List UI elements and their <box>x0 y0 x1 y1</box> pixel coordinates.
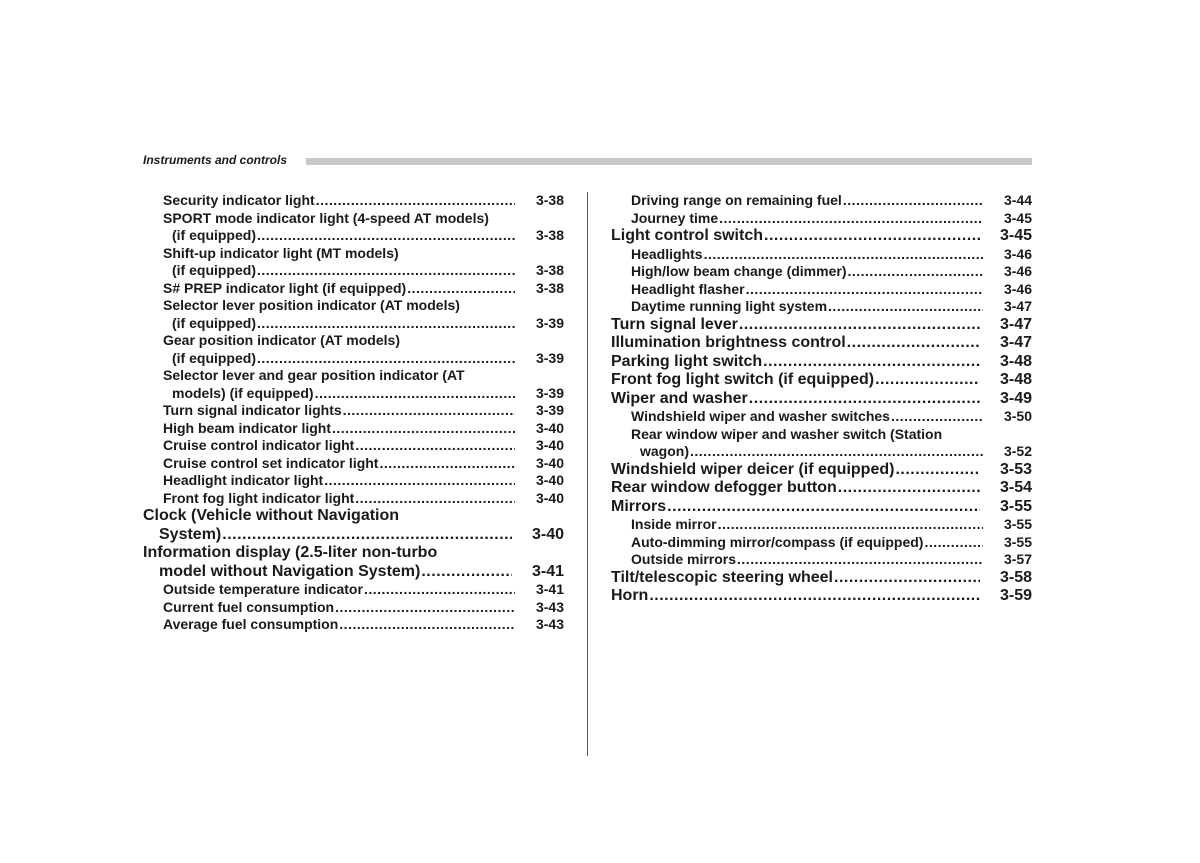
dot-leader <box>718 516 983 534</box>
toc-entry-title: Cruise control set indicator light <box>163 454 379 471</box>
toc-entry-page-number: 3-40 <box>535 489 564 506</box>
dot-leader <box>222 526 512 545</box>
toc-entry[interactable] <box>611 569 1032 588</box>
toc-entry[interactable] <box>611 192 1032 210</box>
toc-entry-title: Current fuel consumption <box>163 598 335 615</box>
toc-entry[interactable] <box>611 263 1032 281</box>
dot-leader <box>847 263 983 281</box>
toc-entry[interactable] <box>143 599 564 617</box>
dot-leader <box>364 581 515 599</box>
toc-entry-title: Inside mirror <box>631 516 717 532</box>
toc-entry[interactable] <box>611 498 1032 517</box>
toc-entry-title: System) <box>159 525 222 543</box>
dot-leader <box>749 390 980 409</box>
dot-leader <box>739 316 980 335</box>
toc-entry[interactable] <box>143 367 564 402</box>
dot-leader <box>737 551 983 569</box>
toc-entry-title: Wiper and washer <box>611 389 748 407</box>
toc-entry[interactable] <box>143 437 564 455</box>
toc-entry-title-line: SPORT mode indicator light (4-speed AT models) <box>163 209 489 226</box>
toc-entry-page-number: 3-48 <box>999 352 1032 370</box>
toc-entry-title: High/low beam change (dimmer) <box>631 263 847 279</box>
toc-entry-page-number: 3-58 <box>999 568 1032 586</box>
toc-entry[interactable] <box>611 316 1032 335</box>
section-title: Instruments and controls <box>143 153 288 167</box>
toc-entry-title: Tilt/telescopic steering wheel <box>611 568 833 586</box>
toc-entry-page-number: 3-38 <box>535 192 564 208</box>
dot-leader <box>924 534 983 552</box>
toc-entry[interactable] <box>611 426 1032 461</box>
toc-left-column <box>143 192 564 634</box>
toc-entry[interactable] <box>611 551 1032 569</box>
toc-entry-page-number: 3-39 <box>535 384 564 401</box>
toc-entry-page-number: 3-54 <box>999 479 1032 496</box>
toc-entry-page-number: 3-38 <box>535 279 564 296</box>
dot-leader <box>847 334 980 353</box>
toc-entry-title-line: Selector lever and gear position indicator (AT <box>163 367 465 383</box>
toc-entry-page-number: 3-40 <box>535 419 564 436</box>
dot-leader <box>421 563 512 582</box>
toc-entry-title-line: Information display (2.5-liter non-turbo <box>143 544 438 561</box>
toc-entry[interactable] <box>143 455 564 473</box>
toc-entry[interactable] <box>611 246 1032 264</box>
dot-leader <box>355 437 515 455</box>
toc-entry-page-number: 3-55 <box>999 497 1032 515</box>
toc-entry-page-number: 3-41 <box>531 562 564 580</box>
toc-entry-title: Cruise control indicator light <box>163 437 355 453</box>
dot-leader <box>834 569 980 588</box>
toc-entry-title: wagon) <box>640 443 689 459</box>
toc-entry-page-number: 3-47 <box>999 315 1032 333</box>
dot-leader <box>257 350 515 368</box>
toc-entry[interactable] <box>611 534 1032 552</box>
toc-entry[interactable] <box>143 544 564 581</box>
toc-entry-title-line: Rear window wiper and washer switch (Station <box>631 425 943 442</box>
toc-entry-page-number: 3-40 <box>535 437 564 453</box>
dot-leader <box>257 227 515 245</box>
dot-leader <box>257 262 515 280</box>
toc-right-column <box>611 192 1032 606</box>
toc-entry[interactable] <box>143 490 564 508</box>
dot-leader <box>324 472 515 490</box>
dot-leader <box>704 246 983 264</box>
toc-entry[interactable] <box>611 210 1032 228</box>
toc-entry-title: Average fuel consumption <box>163 616 339 632</box>
toc-entry[interactable] <box>143 472 564 490</box>
toc-entry-title: Windshield wiper deicer (if equipped) <box>611 460 895 478</box>
toc-entry-page-number: 3-38 <box>535 227 564 243</box>
dot-leader <box>875 371 980 390</box>
toc-entry-title: Journey time <box>631 209 719 226</box>
dot-leader <box>843 192 983 210</box>
toc-entry-page-number: 3-45 <box>999 227 1032 244</box>
toc-entry-page-number: 3-55 <box>1003 516 1032 532</box>
dot-leader <box>257 315 515 333</box>
toc-entry-title: Parking light switch <box>611 352 763 370</box>
toc-entry-title: (if equipped) <box>172 314 256 331</box>
toc-entry-title: (if equipped) <box>172 262 256 278</box>
toc-entry[interactable] <box>143 332 564 367</box>
toc-entry-title: Auto-dimming mirror/compass (if equipped) <box>631 533 924 550</box>
toc-entry-title: Headlights <box>631 245 703 262</box>
dot-leader <box>343 402 515 420</box>
toc-entry[interactable] <box>611 516 1032 534</box>
toc-entry-page-number: 3-40 <box>535 454 564 471</box>
toc-entry-title: Light control switch <box>611 227 763 244</box>
toc-entry[interactable] <box>611 408 1032 426</box>
toc-entry-title: Illumination brightness control <box>611 334 846 351</box>
toc-entry-page-number: 3-55 <box>1003 533 1032 550</box>
toc-entry[interactable] <box>611 298 1032 316</box>
toc-entry-page-number: 3-52 <box>1003 443 1032 459</box>
toc-entry-page-number: 3-47 <box>999 334 1032 351</box>
toc-entry-page-number: 3-43 <box>535 598 564 615</box>
toc-entry-title: Outside temperature indicator <box>163 581 363 597</box>
dot-leader <box>339 616 515 634</box>
dot-leader <box>764 227 980 246</box>
toc-entry-page-number: 3-39 <box>535 314 564 331</box>
toc-entry-title: (if equipped) <box>172 227 256 243</box>
toc-entry-title: Turn signal lever <box>611 315 738 333</box>
toc-entry-page-number: 3-43 <box>535 616 564 632</box>
toc-entry[interactable] <box>611 371 1032 390</box>
toc-entry-title: Outside mirrors <box>631 551 737 567</box>
dot-leader <box>690 443 983 461</box>
toc-entry-page-number: 3-40 <box>535 472 564 488</box>
dot-leader <box>355 490 515 508</box>
toc-entry-page-number: 3-39 <box>535 349 564 366</box>
toc-entry-title: Horn <box>611 587 649 604</box>
toc-entry-page-number: 3-44 <box>1003 192 1032 208</box>
toc-entry[interactable] <box>143 210 564 245</box>
dot-leader <box>649 587 980 606</box>
toc-entry-page-number: 3-45 <box>1003 209 1032 226</box>
dot-leader <box>895 461 980 480</box>
toc-entry-title: Headlight flasher <box>631 280 745 297</box>
dot-leader <box>407 280 515 298</box>
dot-leader <box>332 420 515 438</box>
dot-leader <box>335 599 515 617</box>
toc-entry-title: Security indicator light <box>163 192 315 208</box>
toc-entry-title: High beam indicator light <box>163 419 332 436</box>
toc-entry-title-line: Gear position indicator (AT models) <box>163 332 400 348</box>
dot-leader <box>719 210 983 228</box>
toc-entry[interactable] <box>143 616 564 634</box>
toc-entry[interactable] <box>143 402 564 420</box>
dot-leader <box>379 455 515 473</box>
toc-entry-title: Driving range on remaining fuel <box>631 192 842 208</box>
dot-leader <box>315 385 515 403</box>
toc-entry-page-number: 3-48 <box>999 371 1032 388</box>
toc-entry-page-number: 3-40 <box>531 525 564 543</box>
toc-entry[interactable] <box>143 245 564 280</box>
toc-entry-page-number: 3-41 <box>535 581 564 597</box>
dot-leader <box>891 408 983 426</box>
toc-entry-title: Front fog light switch (if equipped) <box>611 371 875 388</box>
toc-entry[interactable] <box>611 281 1032 299</box>
toc-entry-title: Rear window defogger button <box>611 479 837 496</box>
toc-entry-title: Headlight indicator light <box>163 472 324 488</box>
toc-entry[interactable] <box>611 390 1032 409</box>
toc-entry-title-line: Shift-up indicator light (MT models) <box>163 244 399 261</box>
toc-entry-page-number: 3-46 <box>1003 245 1032 262</box>
toc-entry-page-number: 3-59 <box>999 587 1032 604</box>
toc-entry[interactable] <box>611 587 1032 606</box>
toc-entry-title: Daytime running light system <box>631 298 828 314</box>
toc-entry[interactable] <box>143 581 564 599</box>
dot-leader <box>746 281 983 299</box>
toc-entry-page-number: 3-46 <box>1003 280 1032 297</box>
toc-entry-page-number: 3-50 <box>1003 408 1032 424</box>
toc-entry-title-line: Selector lever position indicator (AT models) <box>163 297 460 313</box>
toc-entry[interactable] <box>143 420 564 438</box>
dot-leader <box>763 353 980 372</box>
toc-entry-page-number: 3-47 <box>1003 298 1032 314</box>
toc-entry-title-line: Clock (Vehicle without Navigation <box>143 507 400 524</box>
toc-entry-title: (if equipped) <box>172 349 256 366</box>
dot-leader <box>667 498 980 517</box>
toc-entry[interactable] <box>143 507 564 544</box>
toc-entry[interactable] <box>611 479 1032 498</box>
toc-entry-page-number: 3-49 <box>999 389 1032 407</box>
toc-entry[interactable] <box>143 280 564 298</box>
toc-entry[interactable] <box>611 227 1032 246</box>
toc-entry[interactable] <box>611 461 1032 480</box>
dot-leader <box>838 479 980 498</box>
toc-entry[interactable] <box>611 334 1032 353</box>
toc-entry[interactable] <box>143 192 564 210</box>
toc-entry-page-number: 3-46 <box>1003 263 1032 279</box>
toc-entry-title: models) (if equipped) <box>172 384 314 401</box>
toc-entry-page-number: 3-57 <box>1003 551 1032 567</box>
toc-entry-title: Mirrors <box>611 497 667 515</box>
toc-entry-title: Front fog light indicator light <box>163 489 355 506</box>
toc-entry-page-number: 3-39 <box>535 402 564 418</box>
toc-entry-title: model without Navigation System) <box>159 562 421 580</box>
dot-leader <box>828 298 983 316</box>
toc-entry[interactable] <box>143 297 564 332</box>
toc-entry-title: S# PREP indicator light (if equipped) <box>163 279 407 296</box>
column-divider <box>587 192 588 756</box>
toc-entry[interactable] <box>611 353 1032 372</box>
toc-entry-page-number: 3-53 <box>999 460 1032 478</box>
toc-entry-page-number: 3-38 <box>535 262 564 278</box>
dot-leader <box>316 192 515 210</box>
toc-entry-title: Windshield wiper and washer switches <box>631 408 890 424</box>
toc-entry-title: Turn signal indicator lights <box>163 402 342 418</box>
